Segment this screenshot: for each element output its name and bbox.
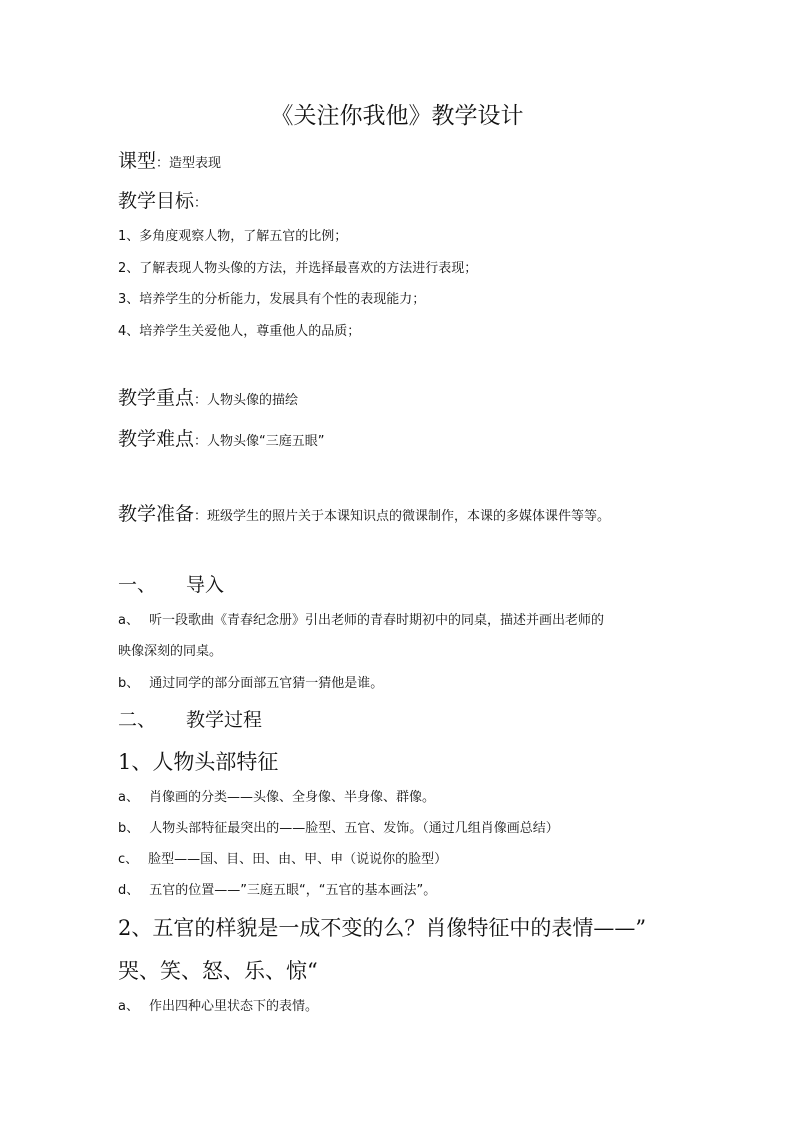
item-text: 脸型——国、目、田、由、甲、申（说说你的脸型） (148, 852, 448, 867)
item-marker: c、 (118, 852, 139, 867)
key-point-label: 教学重点 (118, 387, 195, 409)
item-text: 通过同学的部分面部五官猜一猜他是谁。 (149, 676, 384, 691)
subsection1-heading: 1、人物头部特征 (118, 750, 279, 774)
objective-item: 3、培养学生的分析能力，发展具有个性的表现能力； (118, 292, 426, 307)
subsection2-heading-line1: 2、五官的样貌是一成不变的么？肖像特征中的表情——” (118, 916, 647, 940)
preparation-line (118, 505, 610, 524)
section1-item (118, 677, 383, 690)
lesson-type-label: 课型 (118, 150, 157, 172)
objectives-sep: ： (194, 196, 208, 211)
subsection2-item (118, 1000, 318, 1013)
item-marker: a、 (118, 999, 139, 1014)
objective-item: 4、培养学生关爱他人，尊重他人的品质； (118, 324, 361, 339)
item-text: 五官的位置——”三庭五眼“，“五官的基本画法”。 (149, 883, 437, 898)
subsection1-item (118, 822, 559, 835)
lesson-type-value: 造型表现 (169, 156, 222, 171)
item-marker: b、 (118, 821, 140, 836)
item-text: 听一段歌曲《青春纪念册》引出老师的青春时期初中的同桌，描述并画出老师的 (148, 613, 604, 628)
subsection1-item (118, 884, 436, 897)
item-text: 人物头部特征最突出的——脸型、五官、发饰。（通过几组肖像画总结） (149, 821, 559, 836)
item-marker: d、 (118, 883, 140, 898)
section2-heading (118, 711, 262, 730)
item-text: 肖像画的分类——头像、全身像、半身像、群像。 (148, 790, 435, 805)
subsection1-item (118, 791, 435, 804)
section1-number: 一、 (118, 574, 157, 596)
lesson-type-sep: ： (156, 156, 170, 171)
difficulty-sep: ： (194, 434, 208, 449)
item-marker: a、 (118, 790, 139, 805)
preparation-label: 教学准备 (118, 503, 195, 525)
key-point-value: 人物头像的描绘 (207, 393, 299, 408)
objective-item: 1、多角度观察人物，了解五官的比例； (118, 229, 348, 244)
section1-item-continuation: 映像深刻的同桌。 (118, 644, 223, 659)
item-marker: b、 (118, 676, 140, 691)
item-text: 作出四种心里状态下的表情。 (148, 999, 318, 1014)
objectives-heading (118, 192, 207, 211)
section2-title: 教学过程 (186, 709, 263, 731)
difficulty-label: 教学难点 (118, 428, 195, 450)
lesson-type-line (118, 152, 221, 171)
section1-heading (118, 576, 224, 595)
section2-number: 二、 (118, 709, 157, 731)
preparation-value: 班级学生的照片关于本课知识点的微课制作，本课的多媒体课件等等。 (207, 509, 611, 524)
section1-title: 导入 (186, 574, 225, 596)
section1-item (118, 614, 604, 627)
subsection1-item (118, 853, 447, 866)
item-marker: a、 (118, 613, 139, 628)
objectives-label: 教学目标 (118, 190, 195, 212)
difficulty-value: 人物头像“三庭五眼” (207, 434, 325, 449)
difficulty-line (118, 430, 325, 449)
document-title: 《关注你我他》教学设计 (270, 103, 524, 129)
key-point-sep: ： (194, 393, 208, 408)
subsection2-heading-line2: 哭、笑、怒、乐、惊“ (118, 959, 318, 983)
key-point-line (118, 389, 298, 408)
preparation-sep: ： (194, 509, 208, 524)
objective-item: 2、了解表现人物头像的方法，并选择最喜欢的方法进行表现； (118, 261, 478, 276)
